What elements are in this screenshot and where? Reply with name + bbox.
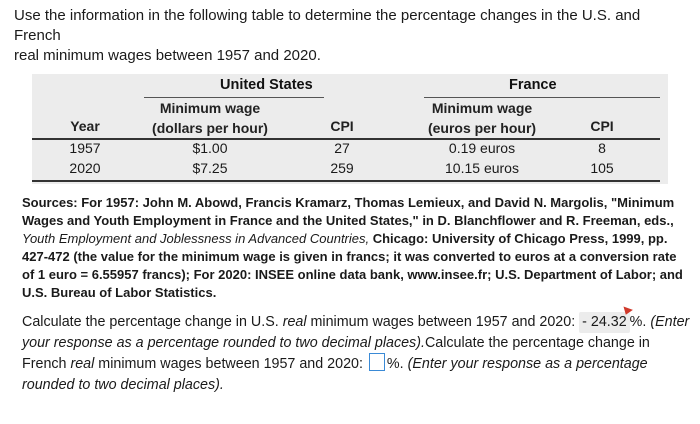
header-us-wage-line-1: Minimum wage — [159, 100, 261, 116]
q2-answer-input[interactable] — [369, 353, 385, 371]
q2-hint: (Enter your response as a percentage rounded to two decimal places). — [22, 356, 648, 393]
header-us-cpi: CPI — [330, 118, 354, 134]
instructions-line-2: real minimum wages between 1957 and 2020. — [14, 47, 321, 64]
header-fr-cpi: CPI — [590, 118, 614, 134]
q1-text-b: minimum wages between 1957 and 2020: — [306, 314, 580, 330]
header-us-wage-line-2: (dollars per hour) — [152, 120, 268, 136]
q2-text-b: minimum wages between 1957 and 2020: — [94, 356, 367, 372]
q1-text-a: Calculate the percentage change in U.S. — [22, 314, 283, 330]
question-block — [22, 312, 690, 395]
q1-percent: %. — [629, 314, 647, 330]
cell-fr-wage-1957: 0.19 euros — [448, 140, 516, 156]
cell-fr-cpi-1957: 8 — [598, 140, 606, 156]
instructions-line-1: Use the information in the following table to determine the percentage changes in the U.S. and French — [14, 7, 641, 44]
q1-hint: (Enter your response as a percentage rounded to two decimal places). — [22, 314, 690, 351]
cell-fr-wage-2020: 10.15 euros — [445, 160, 519, 176]
cell-year-1957: 1957 — [69, 140, 101, 156]
q2-text-a: Calculate the percentage change in French — [22, 334, 650, 372]
wage-table — [32, 74, 668, 184]
q2-real: real — [70, 356, 95, 372]
header-us-wage — [128, 98, 292, 138]
instructions — [14, 6, 686, 66]
sources-book-title: Youth Employment and Joblessness in Advanced Countries, — [22, 231, 370, 246]
sources-text-2: Chicago: University of Chicago Press, 1999, pp. 427-472 (the value for the minimum wage is given in francs; it was converted to euros at a conversion rate of 1 euro = 6.55957 francs); For 2020: INSEE online data bank, www.insee.fr; U.S. Department of Labor; and U.S. Bureau of Labor Statistics. — [22, 231, 683, 300]
header-year: Year — [70, 118, 100, 134]
q1-real: real — [282, 314, 307, 330]
cell-us-wage-1957: $1.00 — [192, 140, 228, 156]
header-fr-wage-line-2: (euros per hour) — [427, 120, 537, 136]
group-header-united-states: United States — [220, 77, 313, 93]
cell-year-2020: 2020 — [69, 160, 101, 176]
header-fr-wage-line-1: Minimum wage — [431, 100, 533, 116]
q1-answer-value: - 24.32 — [582, 314, 627, 330]
cell-us-wage-2020: $7.25 — [192, 160, 228, 176]
sources-text-1: Sources: For 1957: John M. Abowd, Francis Kramarz, Thomas Lemieux, and David N. Margolis, "Minimum Wages and Youth Employment in France and the United States," in D. Blanchflower and R. Freeman, eds., — [22, 195, 675, 228]
group-header-france: France — [509, 77, 557, 93]
q2-percent: %. — [386, 356, 404, 372]
bottom-rule — [32, 180, 660, 182]
sources-note — [22, 194, 684, 302]
cell-us-cpi-1957: 27 — [334, 140, 350, 156]
header-fr-wage — [402, 98, 562, 138]
q1-answer-field[interactable] — [579, 312, 630, 333]
cell-us-cpi-2020: 259 — [330, 160, 354, 176]
cell-fr-cpi-2020: 105 — [590, 160, 614, 176]
